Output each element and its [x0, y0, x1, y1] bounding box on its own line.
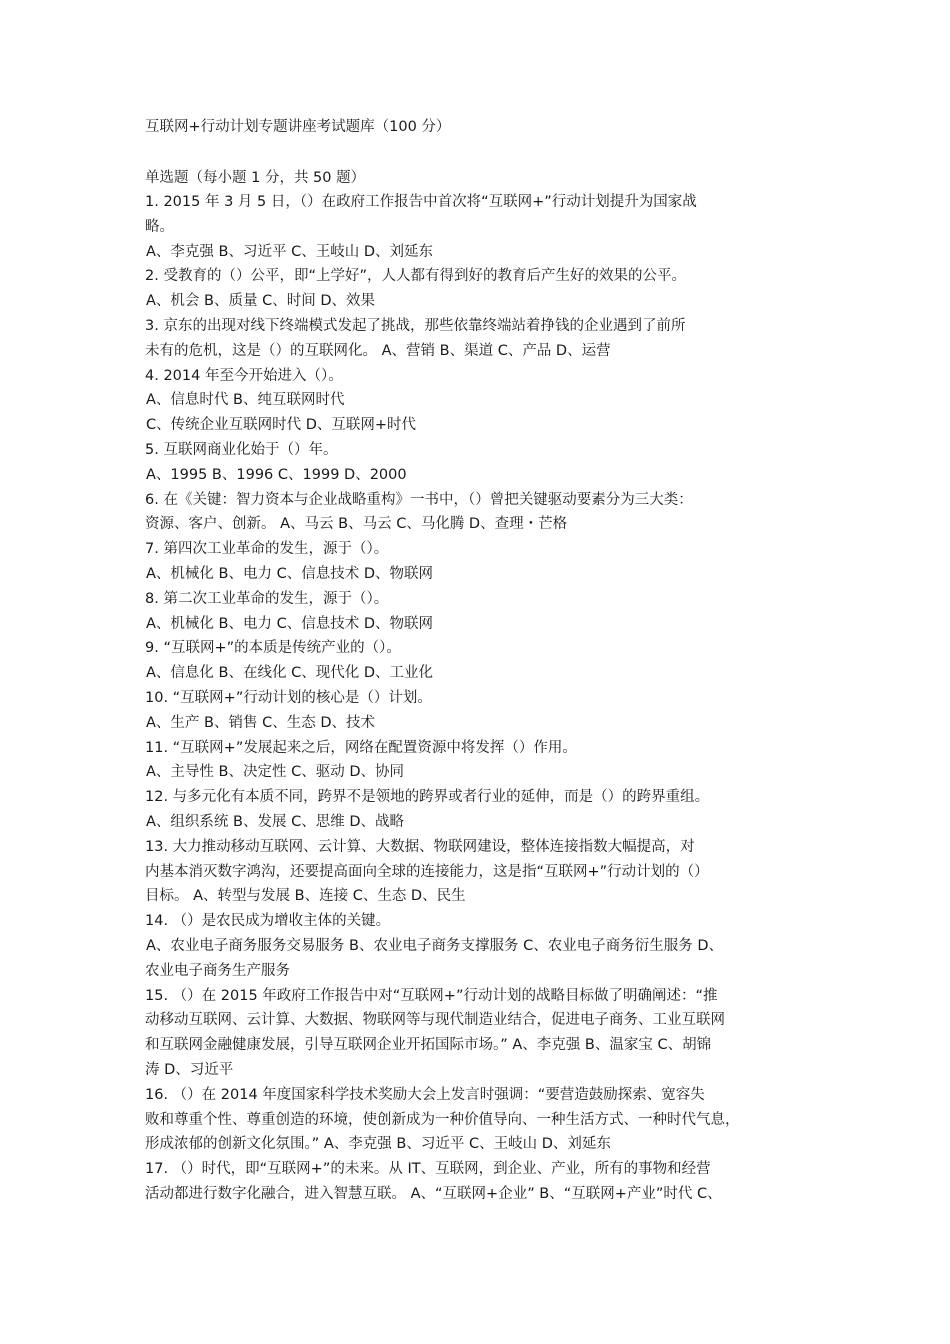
- question-text-line: 2. 受教育的（）公平，即“上学好”，人人都有得到好的教育后产生好的效果的公平。: [145, 268, 686, 284]
- answer-options-line: A、信息化 B、在线化 C、现代化 D、工业化: [146, 665, 433, 681]
- answer-options-line: A、机会 B、质量 C、时间 D、效果: [146, 293, 375, 309]
- question-text-line: 涛 D、习近平: [145, 1062, 234, 1078]
- question-text-line: 形成浓郁的创新文化氛围。” A、李克强 B、习近平 C、王岐山 D、刘延东: [145, 1136, 611, 1152]
- answer-options-line: A、信息时代 B、纯互联网时代: [146, 392, 345, 408]
- question-text-line: 3. 京东的出现对线下终端模式发起了挑战，那些依靠终端站着挣钱的企业遇到了前所: [145, 318, 686, 334]
- question-text-line: 13. 大力推动移动互联网、云计算、大数据、物联网建设，整体连接指数大幅提高，对: [145, 839, 695, 855]
- answer-options-line: A、机械化 B、电力 C、信息技术 D、物联网: [146, 616, 433, 632]
- question-text-line: 动移动互联网、云计算、大数据、物联网等与现代制造业结合，促进电子商务、工业互联网: [145, 1012, 725, 1028]
- question-text-line: 未有的危机，这是（）的互联网化。 A、营销 B、渠道 C、产品 D、运营: [145, 343, 611, 359]
- question-text-line: 目标。 A、转型与发展 B、连接 C、生态 D、民生: [145, 888, 466, 904]
- answer-options-line: A、农业电子商务服务交易服务 B、农业电子商务支撑服务 C、农业电子商务衍生服务 D、: [146, 938, 723, 954]
- answer-options-line: A、机械化 B、电力 C、信息技术 D、物联网: [146, 566, 433, 582]
- question-text-line: 12. 与多元化有本质不同，跨界不是领地的跨界或者行业的延伸，而是（）的跨界重组。: [145, 789, 710, 805]
- answer-options-line: A、1995 B、1996 C、1999 D、2000: [146, 467, 407, 483]
- question-text-line: 活动都进行数字化融合，进入智慧互联。 A、“互联网+企业” B、“互联网+产业”时代 C、: [145, 1186, 722, 1202]
- question-text-line: 败和尊重个性、尊重创造的环境，使创新成为一种价值导向、一种生活方式、一种时代气息，: [145, 1112, 740, 1128]
- question-text-line: 14. （）是农民成为增收主体的关键。: [145, 913, 391, 929]
- question-text-line: 7. 第四次工业革命的发生，源于（）。: [145, 541, 389, 557]
- section-heading: 单选题（每小题 1 分，共 50 题）: [145, 170, 366, 186]
- question-text-line: 内基本消灭数字鸿沟，还要提高面向全球的连接能力，这是指“互联网+”行动计划的（）: [145, 864, 709, 880]
- question-text-line: 9. “互联网+”的本质是传统产业的（）。: [145, 640, 401, 656]
- question-text-line: 和互联网金融健康发展，引导互联网企业开拓国际市场。” A、李克强 B、温家宝 C、胡锦: [145, 1037, 712, 1053]
- question-text-line: 农业电子商务生产服务: [145, 963, 290, 979]
- question-text-line: 1. 2015 年 3 月 5 日，（）在政府工作报告中首次将“互联网+”行动计划提升为国家战: [145, 194, 697, 210]
- question-text-line: 5. 互联网商业化始于（）年。: [145, 442, 338, 458]
- answer-options-line: C、传统企业互联网时代 D、互联网+时代: [146, 417, 417, 433]
- question-text-line: 4. 2014 年至今开始进入（）。: [145, 368, 343, 384]
- question-text-line: 16. （）在 2014 年度国家科学技术奖励大会上发言时强调：“要营造鼓励探索、宽容失: [145, 1087, 705, 1103]
- question-text-line: 略。: [145, 219, 174, 235]
- answer-options-line: A、组织系统 B、发展 C、思维 D、战略: [146, 814, 404, 830]
- answer-options-line: A、李克强 B、习近平 C、王岐山 D、刘延东: [146, 244, 433, 260]
- answer-options-line: A、生产 B、销售 C、生态 D、技术: [146, 715, 375, 731]
- answer-options-line: A、主导性 B、决定性 C、驱动 D、协同: [146, 764, 404, 780]
- question-text-line: 17. （）时代，即“互联网+”的未来。从 IT、互联网，到企业、产业，所有的事物和经营: [145, 1161, 711, 1177]
- question-text-line: 11. “互联网+”发展起来之后，网络在配置资源中将发挥（）作用。: [145, 740, 577, 756]
- question-text-line: 15. （）在 2015 年政府工作报告中对“互联网+”行动计划的战略目标做了明确阐述：“推: [145, 988, 718, 1004]
- document-title: 互联网+行动计划专题讲座考试题库（100 分）: [145, 119, 451, 135]
- question-text-line: 10. “互联网+”行动计划的核心是（）计划。: [145, 690, 432, 706]
- question-text-line: 8. 第二次工业革命的发生，源于（）。: [145, 591, 389, 607]
- question-text-line: 资源、客户、创新。 A、马云 B、马云 C、马化腾 D、查理・芒格: [145, 516, 568, 532]
- question-text-line: 6. 在《关键：智力资本与企业战略重构》一书中，（）曾把关键驱动要素分为三大类：: [145, 492, 693, 508]
